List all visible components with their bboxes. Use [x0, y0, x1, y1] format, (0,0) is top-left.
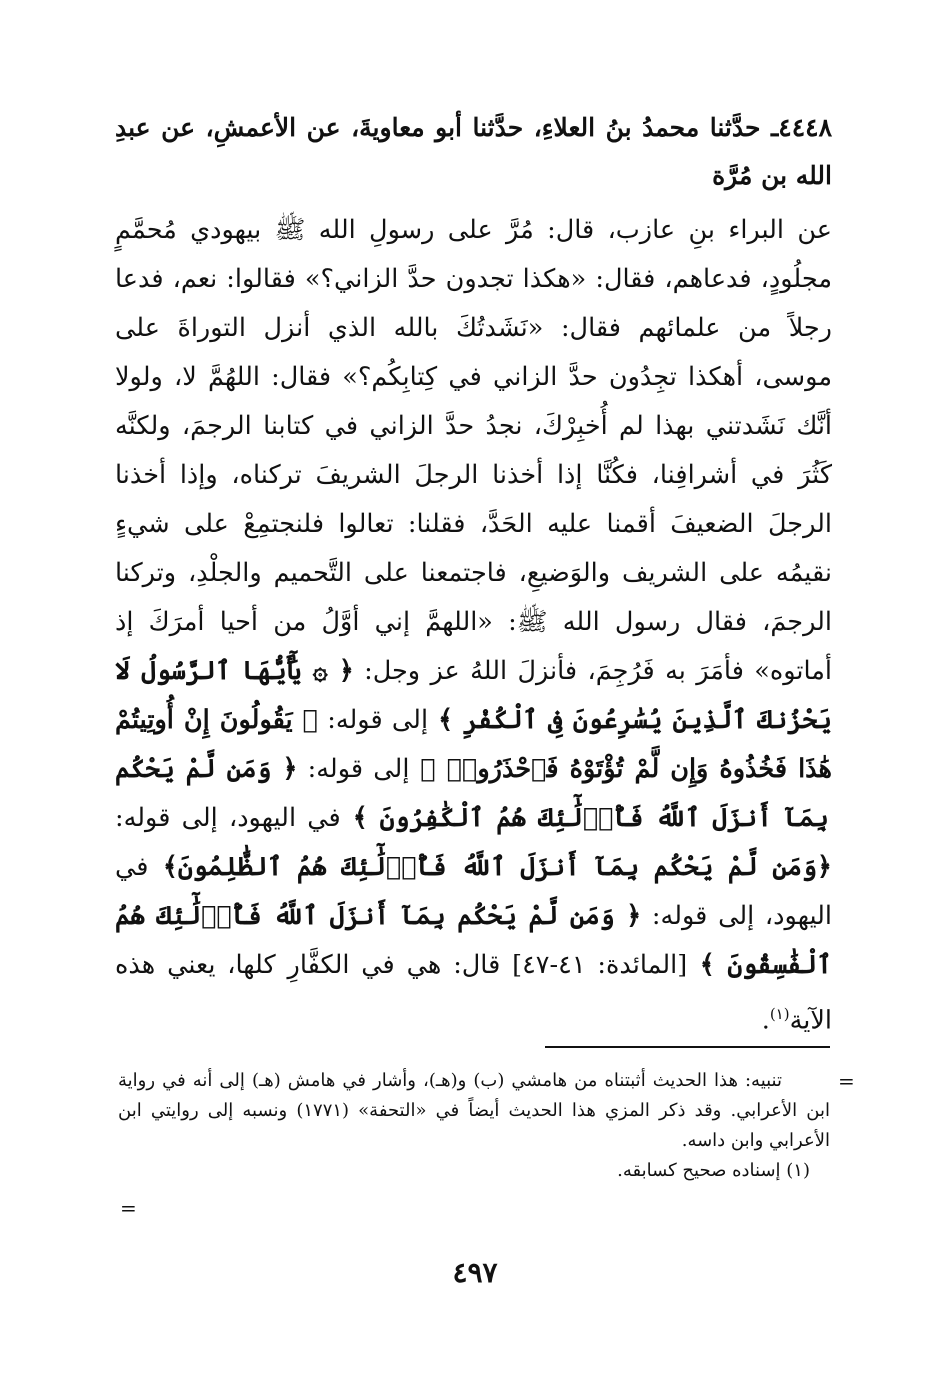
footnotes: [118, 1066, 830, 1186]
quran-verse-3: ﴿ وَمَن لَّمْ يَحْكُم بِمَآ أَنزَلَ ٱللَّهُ فَأُو۟لَٰٓئِكَ هُمُ ٱلْكَٰفِرُونَ ﴾: [115, 754, 829, 833]
page-number: ٤٩٧: [452, 1256, 498, 1289]
footnote-end-mark: =: [120, 1196, 137, 1220]
matn-text: عن البراء بنِ عازب، قال: مُرَّ على رسولِ الله ﷺ بيهودي مُحمَّمٍ مجلُودٍ، فدعاهم، فقال: «هكذا تجدون حدَّ الزاني؟» فقالوا: نعم، فدعا رجلاً من علمائهم فقال: «نَشَدتُكَ بالله الذي أنزل التوراةَ على موسى، أهكذا تجِدُون حدَّ الزاني في كِتابِكُم؟» فقال: اللهُمَّ لا، ولولا أنَّك نَشَدتني بهذا لم أُخبِرْكَ، نجدُ حدَّ الزاني في كتابنا الرجمَ، ولكنَّه كَثُرَ في أشرافِنا، فكُنَّا إذا أخذنا الرجلَ الشريفَ تركناه، وإذا أخذنا الرجلَ الضعيفَ أقمنا عليه الحَدَّ، فقلنا: تعالوا فلنجتمِعْ على شيءٍ نقيمُه على الشريف والوَضيعِ، فاجتمعنا على التَّحميم والجلْدِ، وتركنا الرجمَ، فقال رسول الله ﷺ: «اللهمَّ إني أوَّلُ من أحيا أمرَكَ إذ أماتوه» فأمَرَ به فَرُجِمَ، فأنزلَ اللهُ عز وجل:: [115, 215, 832, 686]
isnad-text: ٤٤٤٨ـ حدَّثنا محمدُ بنُ العلاءِ، حدَّثنا أبو معاويةَ، عن الأعمشِ، عن عبدِ الله بن مُرَّة: [115, 113, 832, 190]
final-period: .: [761, 1005, 770, 1036]
connector-4: في اليهود، إلى قوله:: [115, 852, 832, 931]
connector-1: إلى قوله:: [317, 705, 429, 735]
footnote-divider: [545, 1046, 830, 1048]
footnote-ref: (١): [769, 1005, 790, 1023]
footnote-continuation-mark: =: [838, 1069, 855, 1093]
footnote-1: (١) إسناده صحيح كسابقه.: [617, 1160, 810, 1181]
quran-verse-1: ﴿ ۞ يَٰٓأَيُّهَا ٱلرَّسُولُ لَا يَحْزُنكَ ٱلَّذِينَ يُسَٰرِعُونَ فِى ٱلْكُفْرِ ﴾: [115, 656, 832, 735]
quran-verse-4: ﴿وَمَن لَّمْ يَحْكُم بِمَآ أَنزَلَ ٱللَّهُ فَأُو۟لَٰٓئِكَ هُمُ ٱلظَّٰلِمُونَ﴾: [148, 852, 832, 882]
connector-2: إلى قوله:: [297, 754, 410, 784]
ending-text: قال: هي في الكفَّارِ كلها، يعني هذه الآية: [115, 950, 832, 1036]
quran-verse-2: ﴿ يَقُولُونَ إِنْ أُوتِيتُمْ هَٰذَا فَخُذُوهُ وَإِن لَّمْ تُؤْتَوْهُ فَٱحْذَرُوا۟ ﴾: [115, 705, 832, 784]
hadith-isnad: [115, 104, 832, 200]
footnote-note: تنبيه: هذا الحديث أثبتناه من هامشي (ب) و(هـ)، وأشار في هامش (هـ) إلى أنه في رواية ابن الأعرابي. وقد ذكر المزي هذا الحديث أيضاً في «التحفة» (١٧٧١) ونسبه إلى روايتي ابن الأعرابي وابن داسه.: [118, 1070, 830, 1151]
surah-reference: [المائدة: ٤١-٤٧]: [500, 950, 688, 980]
connector-3: في اليهود، إلى قوله:: [115, 803, 341, 833]
hadith-matn: [115, 206, 832, 1046]
quran-verse-5: ﴿ وَمَن لَّمْ يَحْكُم بِمَآ أَنزَلَ ٱللَّهُ فَأُو۟لَٰٓئِكَ هُمُ ٱلْفَٰسِقُونَ ﴾: [115, 901, 832, 980]
